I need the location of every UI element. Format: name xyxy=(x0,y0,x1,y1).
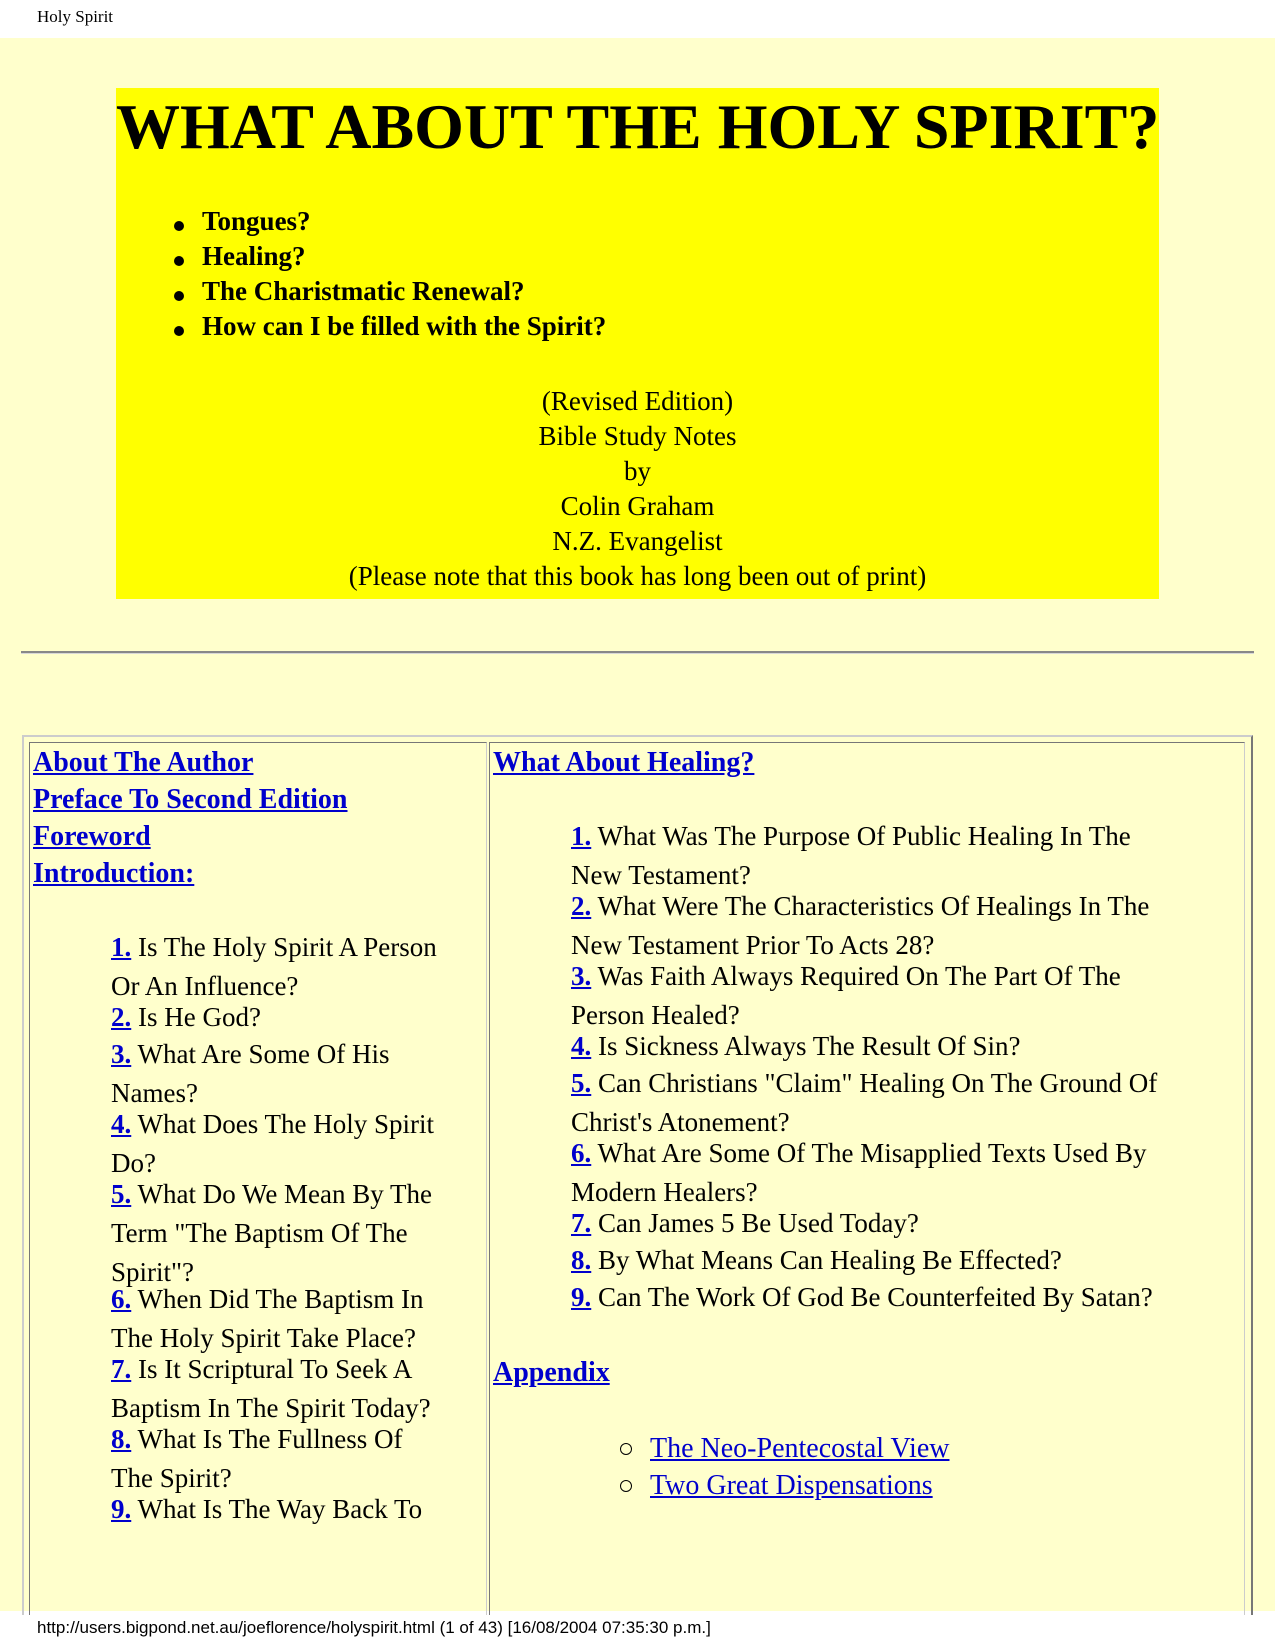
list-item: 2. Is He God? xyxy=(111,1002,261,1032)
toc-left-column xyxy=(29,742,487,1615)
healing-question-3-link[interactable]: 3. xyxy=(571,961,592,991)
healing-question-7-link[interactable]: 7. xyxy=(571,1208,592,1238)
healing-question-4-link[interactable]: 4. xyxy=(571,1031,592,1061)
healing-question-5-link[interactable]: 5. xyxy=(571,1068,592,1098)
healing-section-link[interactable]: What About Healing? xyxy=(493,747,755,778)
list-item: 2. What Were The Characteristics Of Healings In The New Testament Prior To Acts 28? xyxy=(571,891,1150,960)
book-title: WHAT ABOUT THE HOLY SPIRIT? xyxy=(116,91,1160,162)
healing-question-9-link[interactable]: 9. xyxy=(571,1282,592,1312)
title-banner xyxy=(116,88,1159,599)
question-9-link[interactable]: 9. xyxy=(111,1494,132,1524)
author-role: N.Z. Evangelist xyxy=(552,526,723,556)
horizontal-divider xyxy=(21,651,1254,654)
list-item: 1. Is The Holy Spirit A Person Or An Influence? xyxy=(111,932,437,1001)
about-author-link[interactable]: About The Author xyxy=(33,747,254,778)
topic-item: The Charistmatic Renewal? xyxy=(172,274,606,309)
edition-label: (Revised Edition) xyxy=(541,386,734,416)
healing-question-1-link[interactable]: 1. xyxy=(571,821,592,851)
healing-question-8-link[interactable]: 8. xyxy=(571,1245,592,1275)
list-item: 6. When Did The Baptism In The Holy Spirit Take Place? xyxy=(111,1284,424,1353)
out-of-print-note: (Please note that this book has long been out of print) xyxy=(348,561,927,591)
circle-bullet-icon xyxy=(620,1443,632,1455)
topic-item: Tongues? xyxy=(172,204,606,239)
foreword-link[interactable]: Foreword xyxy=(33,821,151,852)
question-1-link[interactable]: 1. xyxy=(111,932,132,962)
list-item: 5. What Do We Mean By The Term "The Baptism Of The Spirit"? xyxy=(111,1179,433,1287)
list-item: 1. What Was The Purpose Of Public Healing In The New Testament? xyxy=(571,821,1131,890)
edition-info xyxy=(116,384,1159,594)
list-item: 6. What Are Some Of The Misapplied Texts Used By Modern Healers? xyxy=(571,1138,1147,1207)
question-7-link[interactable]: 7. xyxy=(111,1354,132,1384)
list-item: 7. Can James 5 Be Used Today? xyxy=(571,1208,919,1238)
question-2-link[interactable]: 2. xyxy=(111,1002,132,1032)
introduction-link[interactable]: Introduction: xyxy=(33,858,195,889)
question-4-link[interactable]: 4. xyxy=(111,1109,132,1139)
appendix-link[interactable]: Appendix xyxy=(493,1357,610,1388)
neo-pentecostal-link[interactable]: The Neo-Pentecostal View xyxy=(650,1433,950,1464)
page-header-title: Holy Spirit xyxy=(37,7,114,26)
healing-question-6-link[interactable]: 6. xyxy=(571,1138,592,1168)
list-item xyxy=(620,1466,933,1505)
question-3-link[interactable]: 3. xyxy=(111,1039,132,1069)
list-item: 4. Is Sickness Always The Result Of Sin? xyxy=(571,1031,1021,1061)
question-8-link[interactable]: 8. xyxy=(111,1424,132,1454)
subtitle: Bible Study Notes xyxy=(538,421,737,451)
topic-list xyxy=(172,204,606,344)
footer-url: http://users.bigpond.net.au/joeflorence/holyspirit.html (1 of 43) [16/08/2004 07:35:30 p.m.] xyxy=(37,1618,711,1637)
list-item: 9. What Is The Way Back To xyxy=(111,1494,423,1524)
question-6-link[interactable]: 6. xyxy=(111,1284,132,1314)
list-item xyxy=(620,1429,949,1468)
page-background xyxy=(0,38,1275,1611)
question-5-link[interactable]: 5. xyxy=(111,1179,132,1209)
toc-right-column xyxy=(489,742,1245,1615)
list-item: 9. Can The Work Of God Be Counterfeited By Satan? xyxy=(571,1282,1153,1312)
by-label: by xyxy=(624,456,651,486)
list-item: 7. Is It Scriptural To Seek A Baptism In The Spirit Today? xyxy=(111,1354,431,1423)
list-item: 5. Can Christians "Claim" Healing On The Ground Of Christ's Atonement? xyxy=(571,1068,1158,1137)
list-item: 3. Was Faith Always Required On The Part Of The Person Healed? xyxy=(571,961,1121,1030)
list-item: 8. By What Means Can Healing Be Effected? xyxy=(571,1245,1062,1275)
healing-question-2-link[interactable]: 2. xyxy=(571,891,592,921)
circle-bullet-icon xyxy=(620,1480,632,1492)
topic-item: Healing? xyxy=(172,239,606,274)
preface-link[interactable]: Preface To Second Edition xyxy=(33,784,348,815)
author-name: Colin Graham xyxy=(560,491,715,521)
list-item: 4. What Does The Holy Spirit Do? xyxy=(111,1109,434,1178)
two-dispensations-link[interactable]: Two Great Dispensations xyxy=(650,1470,933,1501)
list-item: 8. What Is The Fullness Of The Spirit? xyxy=(111,1424,403,1493)
list-item: 3. What Are Some Of His Names? xyxy=(111,1039,390,1108)
topic-item: How can I be filled with the Spirit? xyxy=(172,309,606,344)
table-of-contents xyxy=(22,735,1253,1615)
